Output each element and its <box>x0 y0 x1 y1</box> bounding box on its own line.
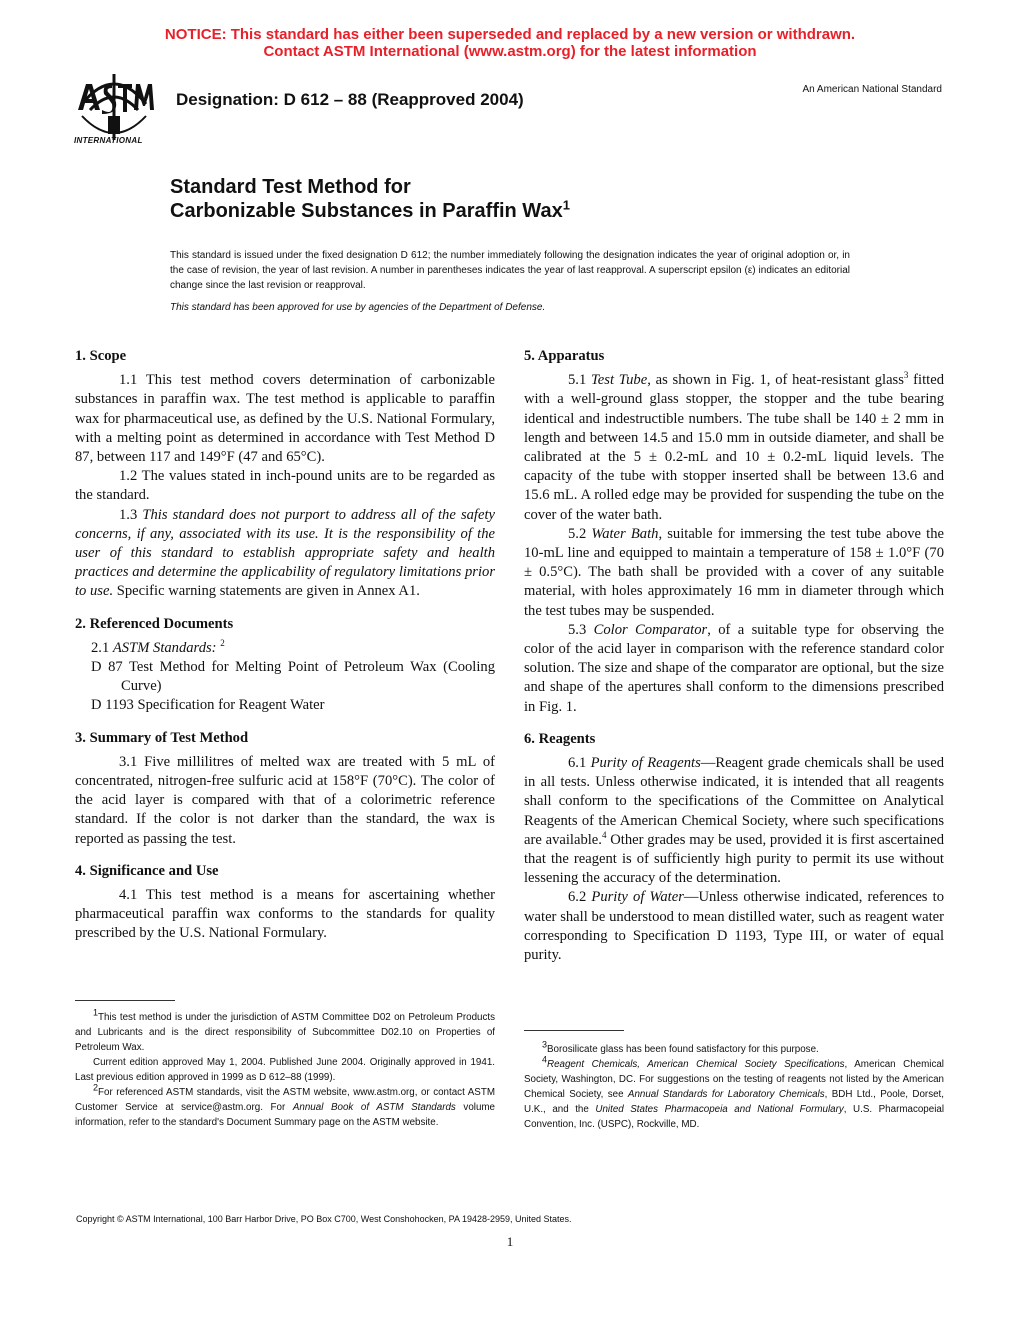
paragraph-text: Specific warning statements are given in Annex A1. <box>113 583 420 600</box>
section-scope <box>75 347 495 602</box>
section-reagents <box>524 730 944 965</box>
italic-text: Reagent Chemicals, American Chemical Society Specifications <box>547 1059 845 1070</box>
reference-item: D 87 Test Method for Melting Point of Petroleum Wax (Cooling Curve) <box>91 659 495 695</box>
paragraph-text: —Reagent grade chemicals shall be used in all tests. Unless otherwise indicated, it is intended that all reagents shall conform to the specifications of the Committee on Analytical Reagents of the American Chemical Society, where such specifications are available. <box>524 755 944 848</box>
footnote <box>75 1007 495 1055</box>
italic-text: Test Tube <box>591 372 648 389</box>
footnote-mark: 3 <box>542 1039 548 1050</box>
footnote-text: , American Chemical Society, Washington, DC. For suggestions on the testing of reagents not listed by the American Chemical Society, see <box>524 1059 944 1100</box>
paragraph <box>524 888 944 965</box>
section-heading: 2. Referenced Documents <box>75 615 234 632</box>
right-column <box>524 347 944 978</box>
copyright-notice: Copyright © ASTM International, 100 Barr Harbor Drive, PO Box C700, West Conshohocken, PA 19428-2959, United States. <box>76 1214 572 1224</box>
footnote-rule <box>524 1030 624 1031</box>
paragraph-number: 1.3 <box>119 506 143 523</box>
footnote-text: Borosilicate glass has been found satisfactory for this purpose. <box>547 1044 819 1055</box>
footnote-mark: 4 <box>601 830 607 841</box>
reference-item: D 1193 Specification for Reagent Water <box>91 697 325 714</box>
section-heading: 6. Reagents <box>524 730 596 747</box>
paragraph <box>75 639 495 658</box>
paragraph-number: 2.1 <box>91 639 113 656</box>
italic-text: Purity of Reagents <box>590 755 701 772</box>
issuance-note: This standard is issued under the fixed designation D 612; the number immediately following the designation indicates the year of original adoption or, in the case of revision, the year of last revision. A number in parentheses indicates the year of last reapproval. A superscript epsilon (ε) indicates an editorial change since the last revision or reapproval. <box>170 250 850 291</box>
footnote-mark: 2 <box>93 1082 99 1093</box>
dod-approval-note: This standard has been approved for use by agencies of the Department of Defense. <box>170 302 546 313</box>
title-line-1: Standard Test Method for <box>170 176 411 198</box>
paragraph-text: fitted with a well-ground glass stopper, the stopper and the tube bearing identical and indestructible numbers. The tube shall be 140 ± 2 mm in length and between 14.5 and 15.0 mm in outside diameter, and shall be calibrated at the 5 ± 0.2-mL and 10 ± 0.2-mL liquid levels. The capacity of the tube with stopper inserted shall be between 13.6 and 15.6 mL. A rolled edge may be provided for suspending the tube on the cover of the water bath. <box>524 372 944 523</box>
paragraph-text: —Unless otherwise indicated, references to water shall be understood to mean distilled water, such as reagent water corresponding to Specification D 1193, Type III, or water of equal purity. <box>524 889 944 964</box>
footnote <box>524 1054 944 1132</box>
footnote-text: volume information, refer to the standard's Document Summary page on the ASTM website. <box>75 1102 496 1128</box>
left-footnotes <box>75 1007 496 1130</box>
italic-text: Annual Standards for Laboratory Chemicals <box>627 1089 825 1100</box>
paragraph <box>524 754 944 888</box>
astm-logo <box>64 70 164 156</box>
paragraph: 4.1 This test method is a means for ascertaining whether pharmaceutical paraffin wax conforms to the standards for quality prescribed by the U.S. National Formulary. <box>75 887 495 942</box>
paragraph-text: , suitable for immersing the test tube above the 10-mL line and equipped to maintain a temperature of 158 ± 1.0°F (70 ± 0.5°C). The bath shall be provided with a cover of any suitable material, with holes approximately 16 mm in diameter through which the test tubes may be suspended. <box>524 525 944 619</box>
footnote-text: , U.S. Pharmacopeial Convention, Inc. (USPC), Rockville, MD. <box>524 1104 944 1130</box>
page-number: 1 <box>506 1234 514 1249</box>
footnote-text: , BDH Ltd., Poole, Dorset, U.K., and the <box>524 1089 944 1115</box>
left-column <box>75 347 495 957</box>
italic-text: This standard does not purport to address all of the safety concerns, if any, associated with its use. It is the responsibility of the user of this standard to establish appropriate safety and health practices and determine the applicability of regulatory limitations prior to use. <box>75 506 495 600</box>
paragraph <box>75 506 495 602</box>
paragraph-text: Other grades may be used, provided it is first ascertained that the reagent is of sufficiently high purity to permit its use without lessening the accuracy of the determination. <box>524 831 944 887</box>
paragraph-number: 6.2 <box>568 889 592 906</box>
withdrawn-notice-line-1: NOTICE: This standard has either been superseded and replaced by a new version or withdrawn. <box>164 26 856 43</box>
italic-text: Color Comparator <box>593 621 708 638</box>
section-summary <box>75 729 495 849</box>
footnote: Current edition approved May 1, 2004. Published June 2004. Originally approved in 1941. Last previous edition approved in 1999 as D 612–88 (1999). <box>75 1057 495 1083</box>
italic-text: ASTM Standards: <box>112 639 217 656</box>
paragraph: 3.1 Five millilitres of melted wax are treated with 5 mL of concentrated, nitrogen-free sulfuric acid at 158°F (70°C). The color of the acid layer is compared with that of a colorimetric reference standard. If the color is not darker than the standard, the wax is reported as passing the test. <box>75 753 495 847</box>
section-heading: 3. Summary of Test Method <box>75 729 249 746</box>
footnote <box>75 1082 496 1130</box>
footnote-rule <box>75 1000 175 1001</box>
paragraph <box>524 621 944 717</box>
withdrawn-notice-line-2: Contact ASTM International (www.astm.org) for the latest information <box>263 43 757 60</box>
designation: Designation: D 612 – 88 (Reapproved 2004) <box>176 90 524 109</box>
paragraph-text: , of a suitable type for observing the color of the acid layer in comparison with the reference standard color solution. The size and shape of the comparator are optional, but the size and shape of the apertures shall conform to the dimensions prescribed in Fig. 1. <box>524 621 944 715</box>
title-line-2 <box>170 199 570 223</box>
footnote-mark: 1 <box>93 1007 99 1018</box>
italic-text: Water Bath <box>591 525 659 542</box>
footnote <box>524 1039 944 1057</box>
right-footnotes <box>524 1039 944 1132</box>
section-heading: 4. Significance and Use <box>75 862 219 879</box>
section-heading: 5. Apparatus <box>524 348 605 364</box>
footnote-mark: 4 <box>542 1054 548 1065</box>
paragraph-number: 6.1 <box>568 755 591 772</box>
paragraph <box>524 371 944 525</box>
footnote-mark: 3 <box>903 370 909 381</box>
paragraph-text: , as shown in Fig. 1, of heat-resistant glass <box>647 372 904 389</box>
footnote-text: This test method is under the jurisdiction of ASTM Committee D02 on Petroleum Products and Lubricants and is the direct responsibility of Subcommittee D02.10 on Properties of Petroleum Wax. <box>75 1012 495 1053</box>
section-apparatus <box>524 347 944 717</box>
footnote-text: For referenced ASTM standards, visit the ASTM website, www.astm.org, or contact ASTM Customer Service at service@astm.org. For <box>75 1087 495 1113</box>
paragraph <box>524 525 944 621</box>
paragraph-number: 5.2 <box>568 525 592 542</box>
national-standard-label: An American National Standard <box>802 84 942 95</box>
title-text: Carbonizable Substances in Paraffin Wax <box>170 200 563 222</box>
footnote-mark: 2 <box>220 637 225 648</box>
title-footnote-mark: 1 <box>562 197 570 213</box>
italic-text: Purity of Water <box>591 889 684 906</box>
section-heading: 1. Scope <box>75 348 127 364</box>
section-significance <box>75 862 495 944</box>
section-referenced-documents <box>75 615 495 716</box>
italic-text: United States Pharmacopeia and National Formulary <box>595 1104 844 1115</box>
paragraph: 1.2 The values stated in inch-pound units are to be regarded as the standard. <box>75 468 495 504</box>
italic-text: Annual Book of ASTM Standards <box>292 1102 456 1113</box>
paragraph-number: 5.1 <box>568 372 592 389</box>
logo-label: INTERNATIONAL <box>74 136 143 145</box>
paragraph: 1.1 This test method covers determination of carbonizable substances in paraffin wax. The test method is applicable to paraffin wax for pharmaceutical use, as defined by the U.S. National Formulary, with a melting point as determined in accordance with Test Method D 87, between 117 and 149°F (47 and 65°C). <box>75 372 495 466</box>
paragraph-number: 5.3 <box>568 621 594 638</box>
